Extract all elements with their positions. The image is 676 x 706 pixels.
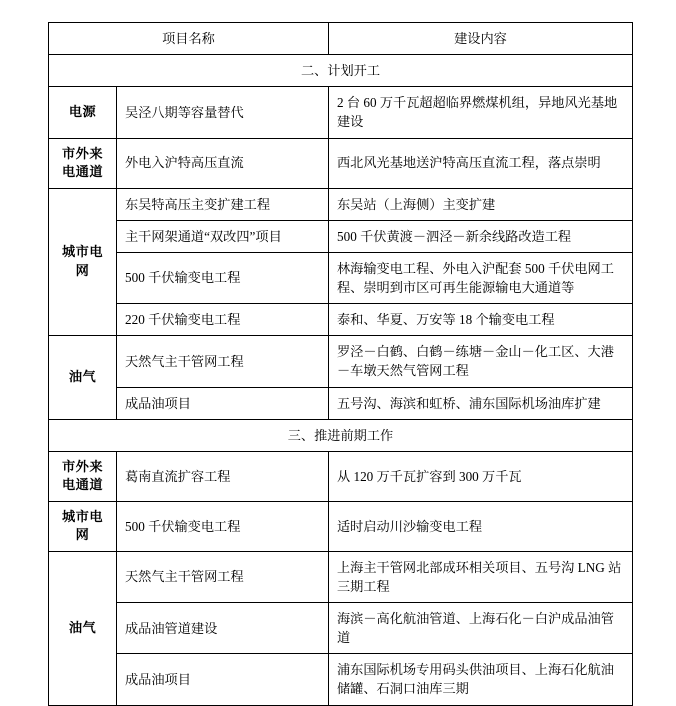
table-row [49,451,633,501]
row-project-name: 成品油管道建设 [117,603,329,654]
row-project-name: 外电入沪特高压直流 [117,138,329,188]
row-build-content: 五号沟、海滨和虹桥、浦东国际机场油库扩建 [329,387,633,419]
row-build-content: 上海主干管网北部成环相关项目、五号沟 LNG 站三期工程 [329,551,633,602]
table-row [49,336,633,387]
section-title: 二、计划开工 [49,55,633,87]
table-row [49,252,633,303]
row-category [49,188,117,336]
row-build-content: 海滨－高化航油管道、上海石化－白沪成品油管道 [329,603,633,654]
row-build-content: 泰和、华夏、万安等 18 个输变电工程 [329,304,633,336]
row-category [49,138,117,188]
row-project-name: 天然气主干管网工程 [117,551,329,602]
table-header-row [49,23,633,55]
row-build-content: 林海输变电工程、外电入沪配套 500 千伏电网工程、崇明到市区可再生能源输电大通道等 [329,252,633,303]
row-project-name: 成品油项目 [117,387,329,419]
row-build-content: 2 台 60 万千瓦超超临界燃煤机组，异地风光基地建设 [329,87,633,138]
section-title-row [49,55,633,87]
row-project-name: 220 千伏输变电工程 [117,304,329,336]
row-category [49,551,117,705]
row-project-name: 主干网架通道“双改四”项目 [117,220,329,252]
row-build-content: 西北风光基地送沪特高压直流工程，落点崇明 [329,138,633,188]
table-row [49,304,633,336]
row-project-name: 葛南直流扩容工程 [117,451,329,501]
row-category-label: 油气 [68,619,97,635]
row-category [49,501,117,551]
row-category-label: 城市电网 [61,508,104,543]
row-category-label: 城市电网 [61,244,104,278]
row-category [49,451,117,501]
table-row [49,220,633,252]
column-header-build-content: 建设内容 [329,23,633,55]
row-category-label: 市外来电通道 [61,145,104,180]
table-row [49,138,633,188]
row-project-name: 吴泾八期等容量替代 [117,87,329,138]
section-title-row [49,419,633,451]
row-project-name: 东吴特高压主变扩建工程 [117,188,329,220]
table-row [49,551,633,602]
row-build-content: 罗泾－白鹤、白鹤－练塘－金山－化工区、大港－车墩天然气管网工程 [329,336,633,387]
table-row [49,603,633,654]
row-category-label: 电源 [68,104,97,120]
table-row [49,87,633,138]
energy-projects-table [48,22,633,706]
table-row [49,387,633,419]
row-project-name: 500 千伏输变电工程 [117,501,329,551]
section-title: 三、推进前期工作 [49,419,633,451]
table-row [49,188,633,220]
row-build-content: 浦东国际机场专用码头供油项目、上海石化航油储罐、石洞口油库三期 [329,654,633,705]
table-row [49,654,633,705]
row-build-content: 500 千伏黄渡－泗泾－新余线路改造工程 [329,220,633,252]
row-category [49,87,117,138]
row-project-name: 500 千伏输变电工程 [117,252,329,303]
row-build-content: 适时启动川沙输变电工程 [329,501,633,551]
row-category-label: 市外来电通道 [61,458,104,493]
row-project-name: 天然气主干管网工程 [117,336,329,387]
row-build-content: 东吴站（上海侧）主变扩建 [329,188,633,220]
row-build-content: 从 120 万千瓦扩容到 300 万千瓦 [329,451,633,501]
table-body [49,23,633,706]
row-category-label: 油气 [68,369,97,385]
column-header-project-name: 项目名称 [49,23,329,55]
row-project-name: 成品油项目 [117,654,329,705]
row-category [49,336,117,419]
table-row [49,501,633,551]
